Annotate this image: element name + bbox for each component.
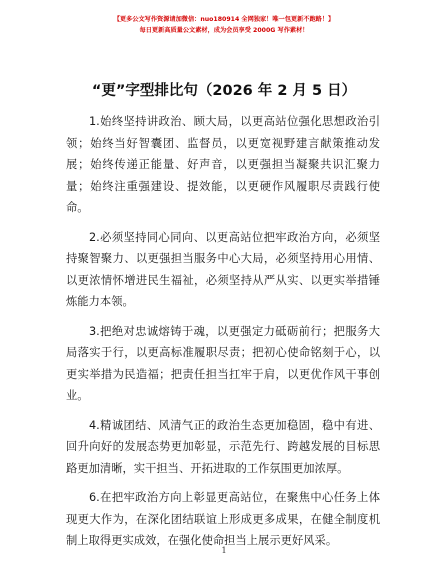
paragraph-1: 1.始终坚持讲政治、顾大局，以更高站位强化思想政治引领；始终当好智囊团、监督员，以更宽视野建言献策推动发展；始终传递正能量、好声音，以更强担当凝聚共识汇聚力量；始终注重强建设、提效能，以更硬作风履职尽责践行使命。 — [66, 115, 380, 214]
paragraph-3: 3.把绝对忠诚熔铸于魂，以更强定力砥砺前行；把服务大局落实于行，以更高标准履职尽责；把初心使命铭刻于心，以更实举措为民造福；把责任担当扛牢于肩，以更优作风干事创业。 — [66, 324, 380, 402]
promo-banner-line-1: 【更多公文写作资源请加微信：nuo180914 全网独家！唯一包更新不跑路！】 — [113, 16, 335, 23]
paragraph-4: 4.精诚团结、风清气正的政治生态更加稳固，稳中有进、回升向好的发展态势更加彰显，示范先行、跨越发展的目标思路更加清晰，实干担当、开拓进取的工作氛围更加浓厚。 — [66, 418, 380, 475]
document-body — [66, 111, 380, 560]
page-number: 1 — [221, 546, 227, 555]
document-title: “更”字型排比句（2026 年 2 月 5 日） — [91, 83, 357, 99]
promo-banner-line-2: 每日更新高质量公文素材，成为会员享受 2000G 写作素材！ — [139, 27, 309, 34]
paragraph-6: 6.在把牢政治方向上彰显更高站位，在聚焦中心任务上体现更大作为，在深化团结联谊上形成更多成果，在健全制度机制上取得更实成效，在强化使命担当上展示更好风采。 — [66, 491, 380, 547]
paragraph-2: 2.必须坚持同心同向、以更高站位把牢政治方向，必须坚持聚智聚力、以更强担当服务中心大局，必须坚持用心用情、以更浓情怀增进民生福祉，必须坚持从严从实、以更实举措锤炼能力本领。 — [66, 230, 380, 308]
